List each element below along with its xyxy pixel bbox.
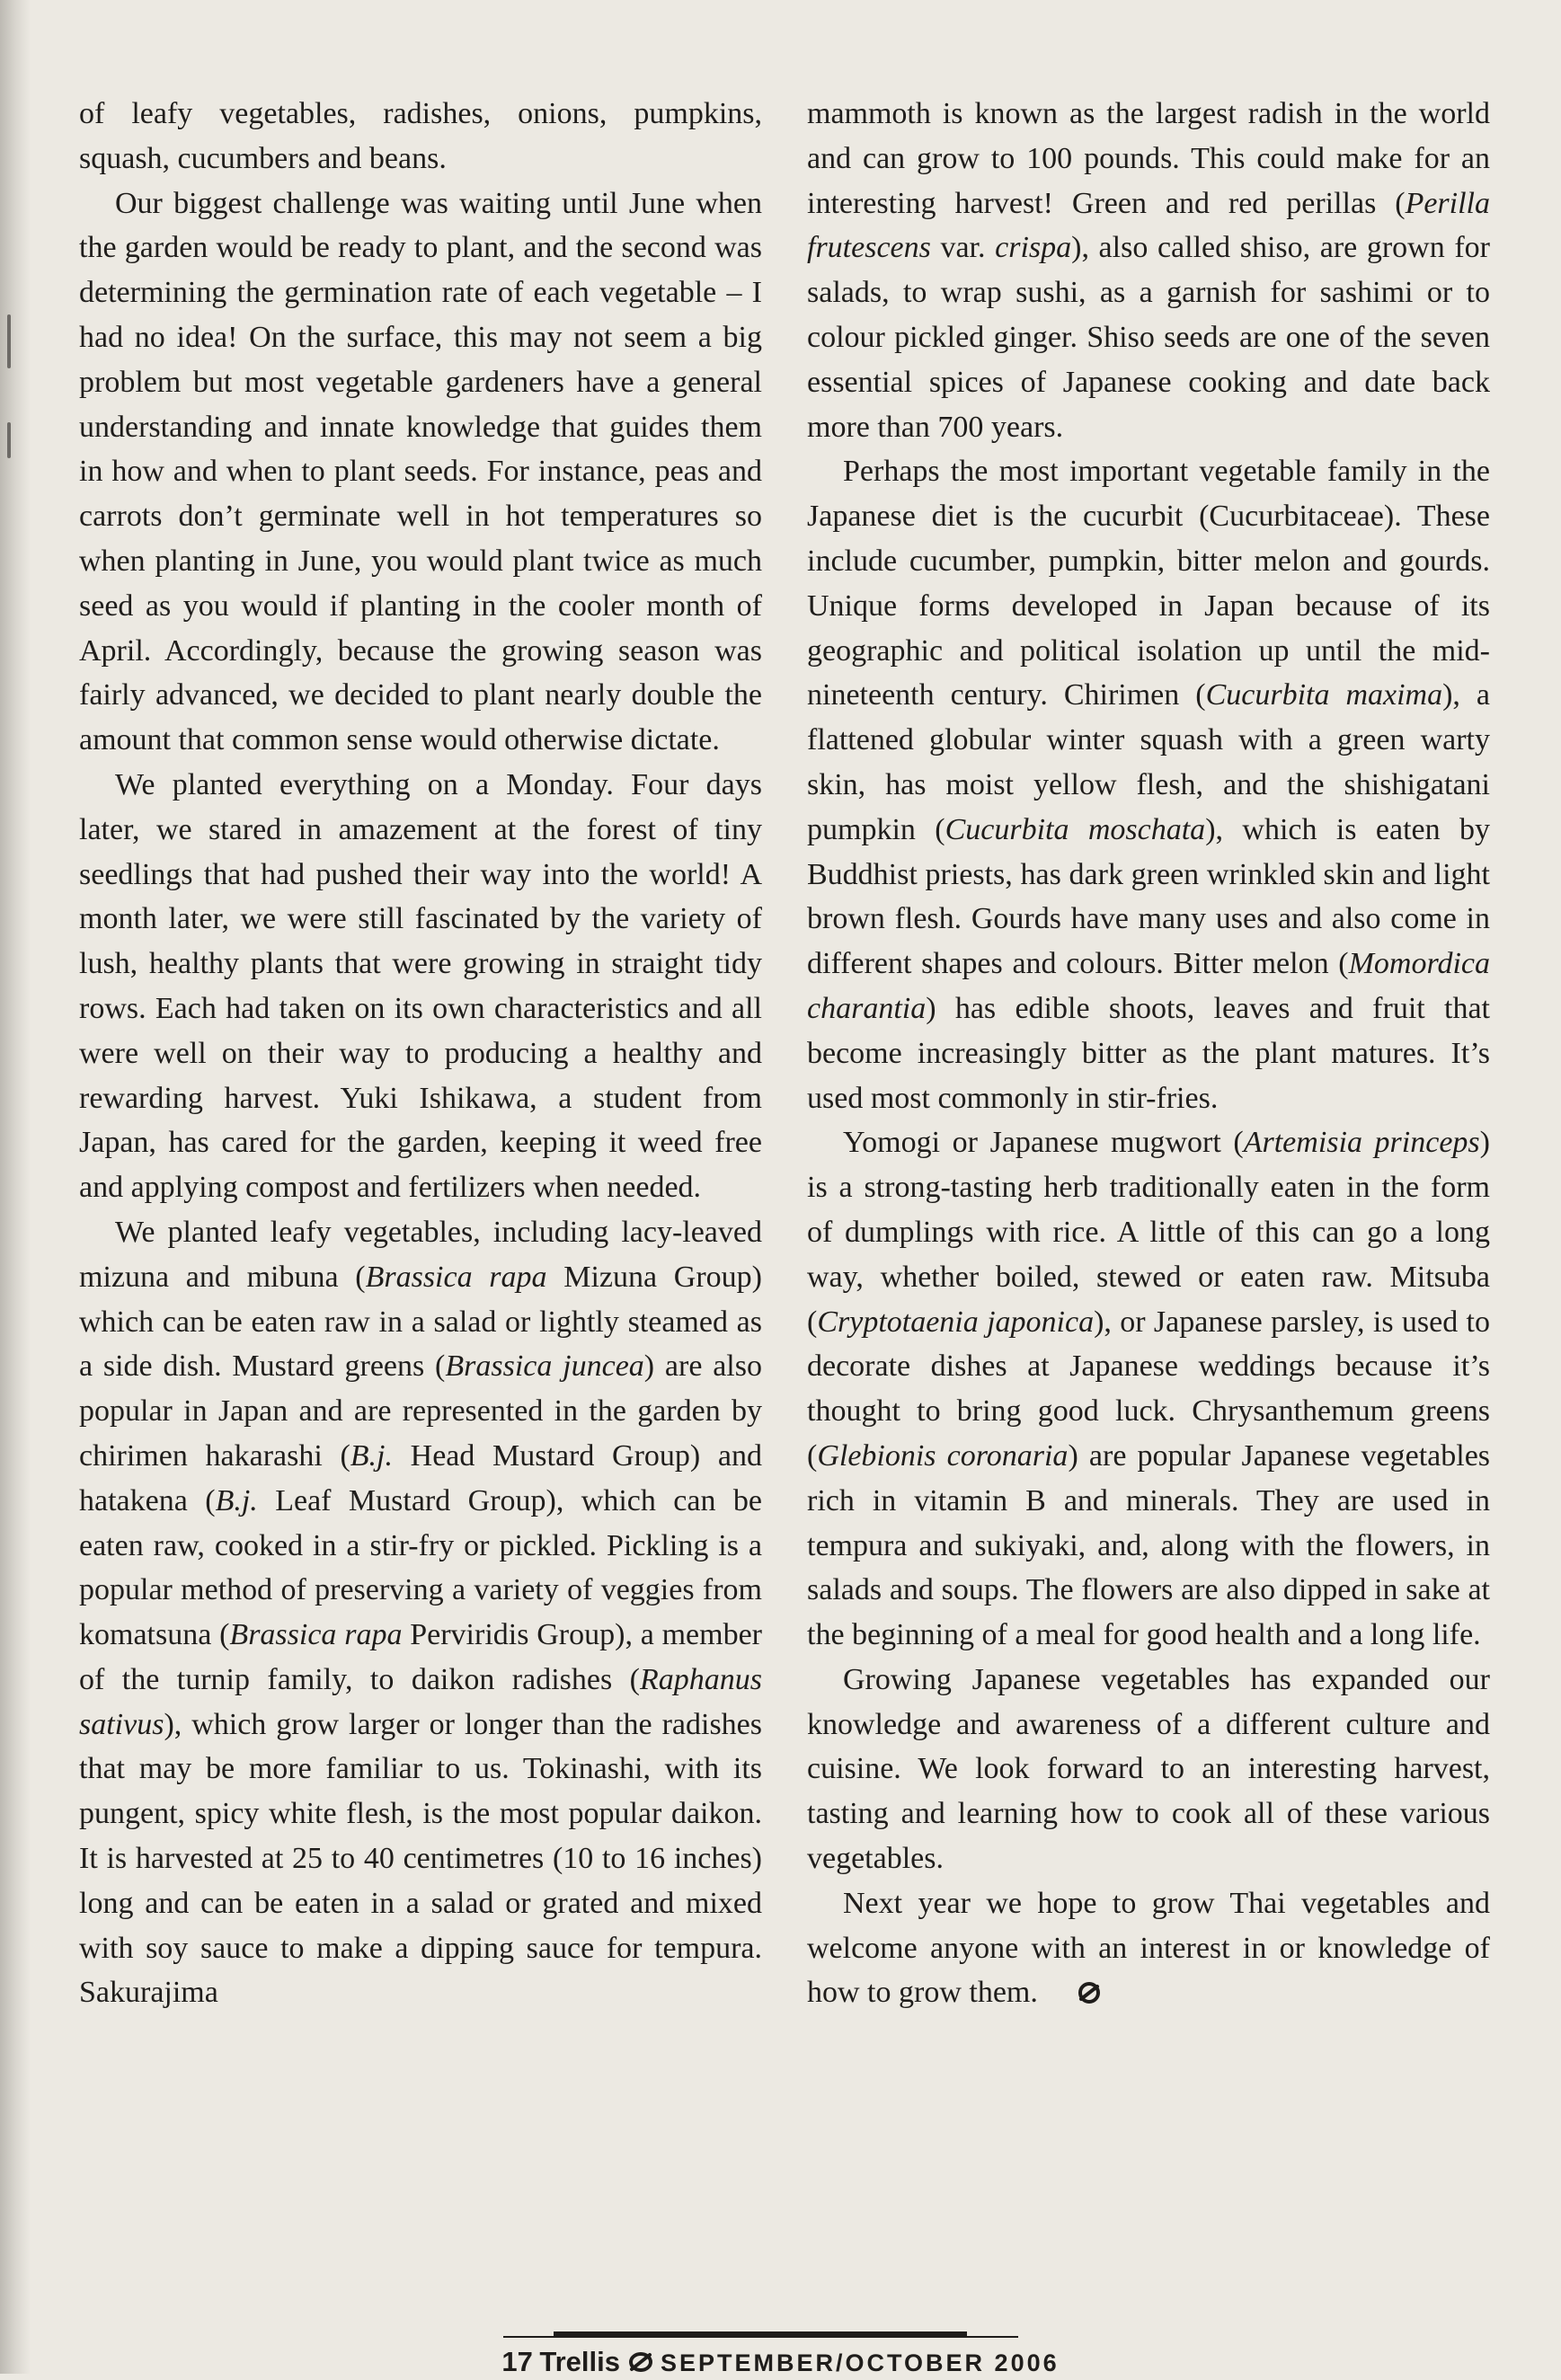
text-run: ) are popular Japanese vegetables rich in vitamin B and minerals. They are used in tempura and sukiyaki, and, along with the flowers, in salads and soups. The flowers are also dipped in sake at the beginning of a meal for good health and a long life. [807,1438,1491,1652]
text-run: ) is a strong-tasting herb traditionally eaten in the form of dumplings with rice. A little of this can go a long way, whether boiled, stewed or eaten raw. Mitsuba ( [807,1126,1490,1339]
issue-date: SEPTEMBER/OCTOBER 2006 [661,2349,1060,2376]
text-run: ), also called shiso, are grown for salads, to wrap sushi, as a garnish for sashimi or to colour pickled ginger. Shiso seeds are one of the seven essential spices of Japanese cooking and date back more than 700 years. [807,231,1490,444]
text-run: Mizuna Group) which can be eaten raw in a salad or lightly steamed as a side dish. Mustard greens ( [79,1260,762,1384]
paragraph: Our biggest challenge was waiting until June when the garden would be ready to plant, and the second was determining the germination rate of each vegetable – I had no idea! On the surface, this may not seem a big problem but most vegetable gardeners have a general understanding and innate knowledge that guides them in how and when to plant seeds. For instance, peas and carrots don’t germinate well in hot temperatures so when planting in June, you would plant twice as much seed as you would if planting in the cooler month of April. Accordingly, because the growing season was fairly advanced, we decided to plant nearly double the amount that common sense would otherwise dictate. [79,186,762,757]
end-of-article-icon [1042,1973,1101,2018]
text-run: ) are also popular in Japan and are represented in the garden by chirimen hakarashi ( [79,1349,762,1473]
paragraph [807,449,1490,1120]
text-run: var. [930,231,996,265]
page-gutter-shadow [0,0,31,2374]
latin-name: Cucurbita maxima [1205,678,1443,712]
latin-name: Artemisia princeps [1243,1126,1480,1160]
left-text-column [79,92,762,2015]
gutter-mark [7,422,11,458]
latin-name: B.j. [350,1438,393,1473]
text-run: ), which is eaten by Buddhist priests, has dark green wrinkled skin and light brown flesh. Gourds have many uses and also come in different shapes and colours. Bitter melon ( [807,812,1490,981]
paragraph: We planted everything on a Monday. Four days later, we stared in amazement at the forest of tiny seedlings that had pushed their way into the world! A month later, we were still fascinated by the variety of lush, healthy plants that were growing in straight tidy rows. Each had taken on its own characteristics and all were well on their way to producing a healthy and rewarding harvest. Yuki Ishikawa, a student from Japan, has cared for the garden, keeping it weed free and applying compost and fertilizers when needed. [79,767,762,1205]
latin-name: B.j. [215,1483,258,1517]
latin-name: Brassica juncea [445,1349,644,1384]
text-run: ), a flattened globular winter squash with a green warty skin, has moist yellow flesh, and the shishigatani pumpkin ( [807,678,1490,846]
latin-name: Glebionis coronaria [817,1438,1069,1473]
right-text-column [807,92,1490,2018]
text-run: Perhaps the most important vegetable family in the Japanese diet is the cucurbit (Cucurbitaceae). These include cucumber, pumpkin, bitter melon and gourds. Unique forms developed in Japan because of its geographic and political isolation up until the mid-nineteenth century. Chirimen ( [807,455,1490,712]
text-run: Yomogi or Japanese mugwort ( [843,1126,1244,1160]
latin-name: Momordica charantia [807,947,1490,1025]
paragraph [807,92,1490,449]
latin-name: Cryptotaenia japonica [817,1305,1095,1339]
paragraph [79,1210,762,2015]
latin-name: Cucurbita moschata [945,812,1206,846]
publication-name: Trellis [539,2346,620,2377]
text-run: Perviridis Group), a member of the turnip family, to daikon radishes ( [79,1618,762,1696]
text-run: ), which grow larger or longer than the radishes that may be more familiar to us. Tokinashi, with its pungent, spicy white flesh, is the most popular daikon. It is harvested at 25 to 40 centimetres (10 to 16 inches) long and can be eaten in a salad or grated and mixed with soy sauce to make a dipping sauce for tempura. Sakurajima [79,1707,762,2010]
paragraph [807,1120,1490,1658]
text-run: Next year we hope to grow Thai vegetables and welcome anyone with an interest in or knowledge of how to grow them. [807,1886,1490,2010]
footer-rule-thin [503,2336,1018,2338]
text-run: We planted leafy vegetables, including lacy-leaved mizuna and mibuna ( [79,1215,762,1294]
latin-name: Raphanus sativus [79,1662,762,1741]
latin-name: Perilla frutescens [807,186,1490,265]
page-footer [0,2346,1561,2380]
text-run: ) has edible shoots, leaves and fruit that become increasingly bitter as the plant matures. It’s used most commonly in stir-fries. [807,991,1490,1115]
paragraph: of leafy vegetables, radishes, onions, pumpkins, squash, cucumbers and beans. [79,97,762,175]
trellis-leaf-icon [627,2349,654,2380]
page-number: 17 [501,2346,533,2377]
latin-name: Brassica rapa [229,1618,403,1652]
text-run: ), or Japanese parsley, is used to decorate dishes at Japanese weddings because it’s thought to bring good luck. Chrysanthemum greens ( [807,1305,1491,1473]
latin-name: crispa [995,231,1072,265]
paragraph [807,1881,1490,2018]
text-run: mammoth is known as the largest radish in the world and can grow to 100 pounds. This could make for an interesting harvest! Green and red perillas ( [807,97,1490,220]
text-run: Head Mustard Group) and hatakena ( [79,1438,762,1517]
latin-name: Brassica rapa [365,1260,547,1294]
gutter-mark [7,314,11,368]
text-run: Leaf Mustard Group), which can be eaten raw, cooked in a stir-fry or pickled. Pickling is a popular method of preserving a variety of veggies from komatsuna ( [79,1483,762,1652]
paragraph: Growing Japanese vegetables has expanded our knowledge and awareness of a different culture and cuisine. We look forward to an interesting harvest, tasting and learning how to cook all of these various vegetables. [807,1662,1490,1876]
